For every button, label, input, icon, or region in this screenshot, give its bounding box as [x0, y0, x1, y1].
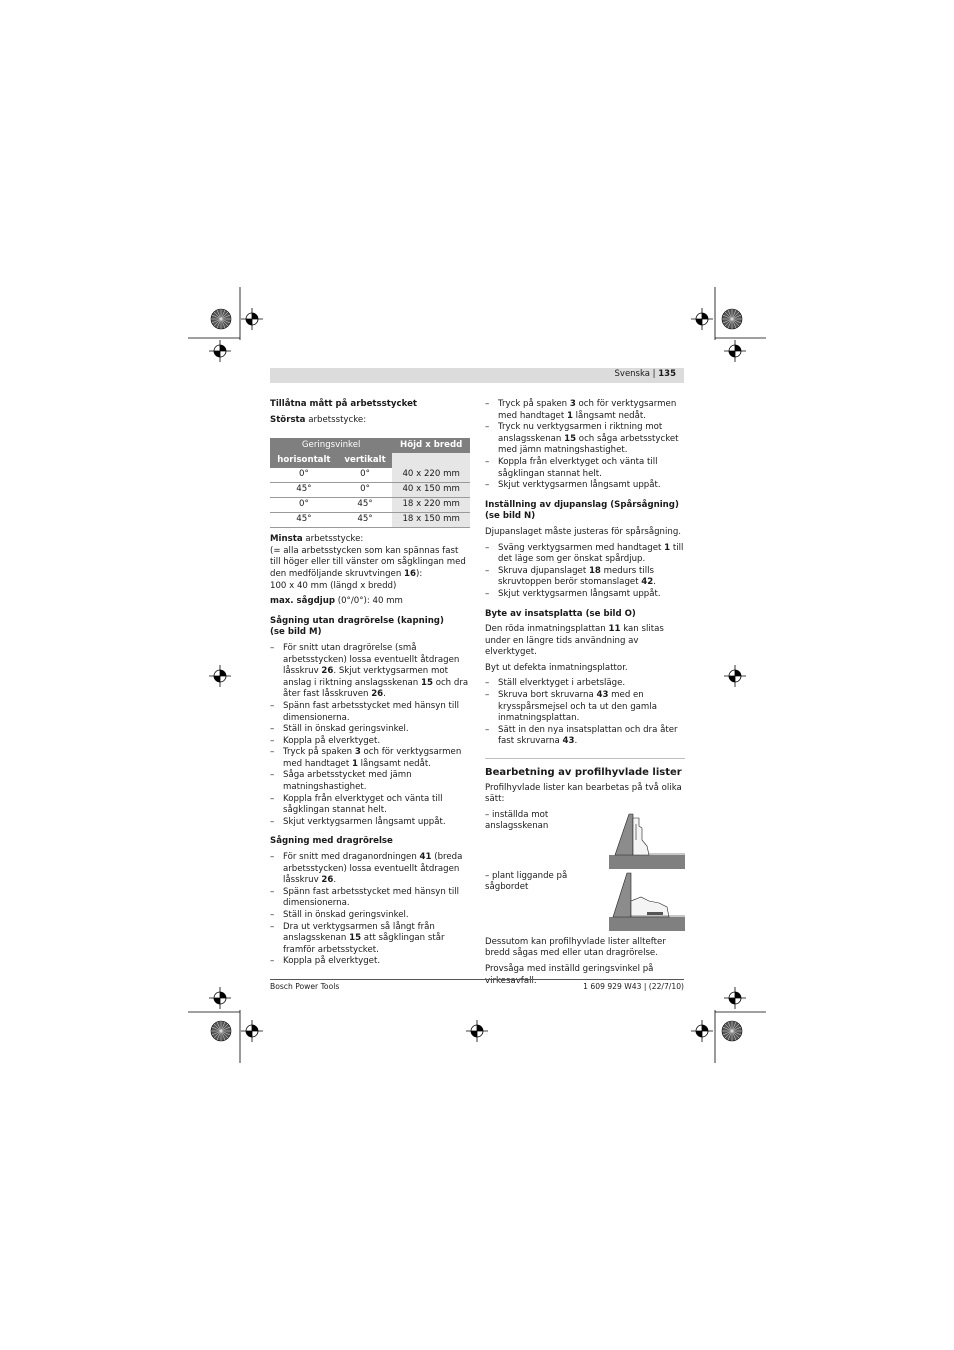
- header-language: Svenska: [614, 369, 650, 379]
- list-item: – Såga arbetsstycket med jämn matningshastighet.: [270, 770, 470, 793]
- heading-depth-stop: Inställning av djupanslag (Spårsågning) (se bild N): [485, 499, 679, 522]
- left-column: [270, 399, 470, 976]
- table-cell: 0°: [338, 483, 393, 498]
- profile-intro: Profilhyvlade lister kan bearbetas på två olika sätt:: [485, 782, 682, 805]
- depth-intro: Djupanslaget måste justeras för spårsågning.: [485, 526, 682, 537]
- table-cell: 45°: [270, 513, 338, 528]
- table-cell: 45°: [270, 483, 338, 498]
- insert-paragraph-1: Den röda inmatningsplattan 11 kan slitas under en längre tids användning av elverktyget.: [485, 624, 664, 658]
- header-separator: |: [652, 369, 656, 379]
- list-item: – Skruva bort skruvarna 43 med en krysspårsmejsel och ta ut den gamla inmatningsplattan.: [485, 690, 685, 725]
- list-item: – Koppla på elverktyget.: [270, 736, 470, 748]
- list-item: – Dra ut verktygsarmen så långt från anslagsskenan 15 att sågklingan står framför arbetsstycket.: [270, 922, 470, 957]
- table-cell: 18 x 220 mm: [392, 498, 470, 513]
- footer-brand: Bosch Power Tools: [270, 982, 340, 991]
- list-item: – Skjut verktygsarmen långsamt uppåt.: [270, 817, 470, 829]
- list-item: – Tryck nu verktygsarmen i riktning mot anslagsskenan 15 och såga arbetsstycket med jämn matningshastighet.: [485, 422, 685, 457]
- dimensions-table: [270, 438, 470, 528]
- heading-insert-plate: Byte av insatsplatta (se bild O): [485, 608, 636, 619]
- page-number: 135: [658, 369, 676, 379]
- list-item: – Skjut verktygsarmen långsamt uppåt.: [485, 480, 685, 492]
- list-item: – Skjut verktygsarmen långsamt uppåt.: [485, 589, 685, 601]
- table-cell: 0°: [338, 468, 393, 483]
- heading-sawing-with-pull: Sågning med dragrörelse: [270, 836, 393, 847]
- dimensions-table-body: [270, 468, 470, 528]
- heading-profile-strips: Bearbetning av profilhyvlade lister: [485, 767, 682, 779]
- list-item: – För snitt med draganordningen 41 (breda arbetsstycken) lossa eventuellt åtdragen låsskruv 26.: [270, 852, 470, 887]
- table-row: [270, 468, 470, 483]
- list-item: – Tryck på spaken 3 och för verktygsarmen med handtaget 1 långsamt nedåt.: [485, 399, 685, 422]
- list-item: – Koppla från elverktyget och vänta till sågklingan stannat helt.: [270, 794, 470, 817]
- insert-paragraph-2: Byt ut defekta inmatningsplattor.: [485, 662, 628, 673]
- table-cell: 45°: [338, 498, 393, 513]
- section-divider: [485, 758, 685, 759]
- table-row: [270, 513, 470, 528]
- footer-doc-number: 1 609 929 W43 | (22/7/10): [583, 982, 684, 991]
- list-item: – Tryck på spaken 3 och för verktygsarmen med handtaget 1 långsamt nedåt.: [270, 747, 470, 770]
- th-mitre-angle: Geringsvinkel: [270, 438, 392, 453]
- profile-option-table: – plant liggande på sågbordet: [485, 871, 685, 931]
- table-cell: 0°: [270, 498, 338, 513]
- table-row: [270, 498, 470, 513]
- list-sawing-with-pull: [270, 852, 470, 968]
- table-cell: 0°: [270, 468, 338, 483]
- page-header: [270, 368, 684, 383]
- list-insert-plate: [485, 678, 685, 748]
- list-item: – Sätt in den nya insatsplattan och dra åter fast skruvarna 43.: [485, 725, 685, 748]
- profile-fence-illustration: [609, 810, 685, 870]
- max-cutting-depth: max. sågdjup (0°/0°): 40 mm: [270, 596, 403, 607]
- list-depth-stop: [485, 543, 685, 601]
- profile-table-illustration: [609, 871, 685, 931]
- footer-rule: [270, 979, 684, 980]
- smallest-workpiece: Minsta arbetsstycke: (= alla arbetsstycken som kan spännas fast till höger eller till vänster om sågklingan med den medföljande skruvtvingen 16): 100 x 40 mm (längd x bredd): [270, 534, 466, 591]
- list-item: – Skruva djupanslaget 18 medurs tills skruvtoppen berör stomanslaget 42.: [485, 566, 685, 589]
- th-height-width: Höjd x bredd: [392, 438, 470, 453]
- list-item: – Sväng verktygsarmen med handtaget 1 till det läge som ger önskat spårdjup.: [485, 543, 685, 566]
- th-vertical: vertikalt: [338, 453, 393, 468]
- list-item: – För snitt utan dragrörelse (små arbetsstycken) lossa eventuellt åtdragen låsskruv 26. Skjut verktygsarmen mot anslag i riktning anslagsskenan 15 och dra åter fast låsskruven 26.: [270, 643, 470, 701]
- list-item: – Spänn fast arbetsstycket med hänsyn till dimensionerna.: [270, 701, 470, 724]
- list-item: – Ställ in önskad geringsvinkel.: [270, 910, 470, 922]
- list-sawing-without-pull: [270, 643, 470, 829]
- list-item: – Koppla på elverktyget.: [270, 956, 470, 968]
- table-cell: 18 x 150 mm: [392, 513, 470, 528]
- list-item: – Spänn fast arbetsstycket med hänsyn till dimensionerna.: [270, 887, 470, 910]
- table-cell: 40 x 150 mm: [392, 483, 470, 498]
- list-sawing-continued: [485, 399, 685, 492]
- table-cell: 40 x 220 mm: [392, 468, 470, 483]
- heading-sawing-without-pull: Sågning utan dragrörelse (kapning) (se bild M): [270, 615, 444, 638]
- table-cell: 45°: [338, 513, 393, 528]
- header-text: [615, 369, 676, 379]
- right-column: [485, 399, 685, 991]
- heading-allowed-dimensions: Tillåtna mått på arbetsstycket: [270, 399, 417, 409]
- th-horizontal: horisontalt: [270, 453, 338, 468]
- profile-option-fence: – inställda mot anslagsskenan: [485, 810, 685, 870]
- list-item: – Koppla från elverktyget och vänta till sågklingan stannat helt.: [485, 457, 685, 480]
- table-row: [270, 483, 470, 498]
- profile-paragraph-2: Provsåga med inställd geringsvinkel på virkesavfall.: [485, 964, 654, 986]
- list-item: – Ställ elverktyget i arbetsläge.: [485, 678, 685, 690]
- largest-workpiece: Största arbetsstycke:: [270, 414, 367, 425]
- list-item: – Ställ in önskad geringsvinkel.: [270, 724, 470, 736]
- profile-paragraph-1: Dessutom kan profilhyvlade lister alltefter bredd sågas med eller utan dragrörelse.: [485, 936, 666, 959]
